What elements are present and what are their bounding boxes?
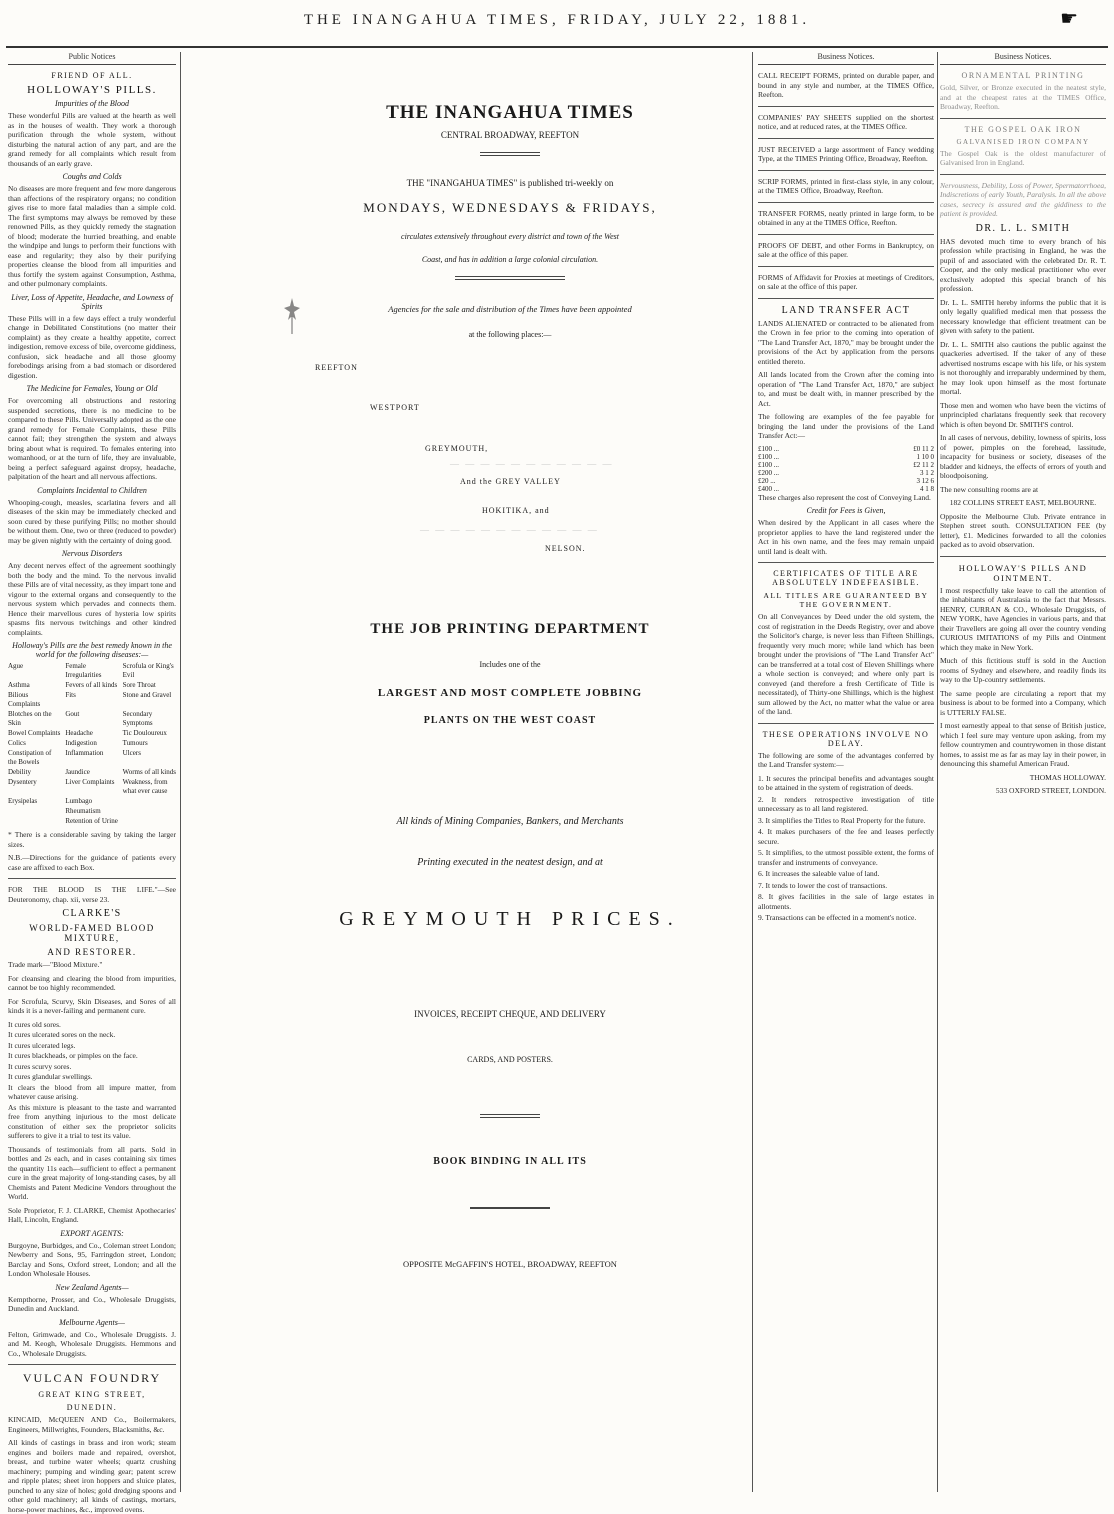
fee-row (758, 485, 934, 493)
lta-paragraph-1: LANDS ALIENATED or contracted to be alienated from the Crown in fee prior to the coming into operation of "The Land Transfer Act, 1870," may be brought under the provisions of the Act by application from the persons entitled thereto. (758, 318, 934, 366)
disease-item: Colics (8, 739, 26, 747)
operations-heading: THESE OPERATIONS INVOLVE NO DELAY. (762, 729, 930, 748)
divider (758, 138, 934, 139)
disease-item: Fits (65, 691, 76, 699)
divider (758, 170, 934, 171)
divider (940, 118, 1106, 119)
left-column (8, 52, 176, 1514)
fee-cell: £2 11 2 (913, 460, 934, 469)
fee-cell: £0 11 2 (913, 444, 934, 453)
opposite-line: OPPOSITE McGAFFIN'S HOTEL, BROADWAY, REEFTON (403, 1259, 617, 1269)
titles-heading: ALL TITLES ARE GUARANTEED BY THE GOVERNMENT. (763, 591, 929, 609)
cure-item: It cures glandular swellings. (8, 1072, 93, 1081)
places-list (300, 339, 720, 569)
divider (940, 174, 1106, 175)
restorer-title: AND RESTORER. (47, 947, 137, 957)
column-rule (752, 52, 753, 1492)
melb-heading: Melbourne Agents— (59, 1317, 125, 1327)
lta-paragraph-3: The following are examples of the fee payable for bringing the land under the provisions of the Land Transfer Act:— (758, 412, 934, 440)
disease-item: Bilious Complaints (8, 691, 41, 708)
divider (758, 266, 934, 267)
operations-paragraph: The following are some of the advantages conferred by the Land Transfer system:— (758, 750, 934, 769)
column-rule (937, 52, 938, 1492)
cure-item: It cures ulcerated sores on the neck. (8, 1030, 116, 1039)
fee-cell: £200 ... (758, 468, 779, 477)
disease-item: Jaundice (65, 768, 90, 776)
nb-note: N.B.—Directions for the guidance of patients every case are affixed to each Box. (8, 853, 176, 872)
fee-row (758, 469, 934, 477)
titles-paragraph: On all Conveyances by Deed under the old system, the cost of registration in the Deeds Registry, over and above the Solicitor's charge, is never less than Fifteen Shillings, frequently very much more; while land which has been brought under the provisions of "The Land Transfer Act" can be transferred at a total cost of Eleven Shillings where a whole section is conveyed; and where only part is conveyed (and therefore a fresh Certificate of Title is necessitated), of Thirty-one Shillings, which is the highest sum allowed by the Act, no matter what the value or area of the land. (758, 612, 934, 716)
divider (758, 298, 934, 299)
melb-paragraph: Felton, Grimwade, and Co., Wholesale Druggists. J. and M. Keogh, Wholesale Druggists. Hemmons and Co., Wholesale Druggists. (8, 1329, 176, 1358)
ad-proofs-of-debt: PROOFS OF DEBT, and other Forms in Bankruptcy, on sale at the office of this paper. (758, 240, 934, 259)
place-hokitika: HOKITIKA, and (482, 506, 550, 515)
dr-paragraph-7: Opposite the Melbourne Club. Private entrance in Stephen street south. CONSULTATION FEE (by letter), £1. Medicines forwarded to all the colonies packed as to avoid observation. (940, 511, 1106, 549)
clarke-paragraph-2: For Scrofula, Scurvy, Skin Diseases, and Sores of all kinds it is a never-failing and permanent cure. (8, 996, 176, 1015)
circulates-line: circulates extensively throughout every district and town of the West (401, 232, 619, 241)
disease-item: Scrofula or King's Evil (122, 662, 174, 679)
advantage-item: 4. It makes purchasers of the fee and leases perfectly secure. (758, 827, 934, 846)
disease-item: Tumours (122, 739, 148, 747)
column-header: Business Notices. (758, 52, 934, 65)
divider (758, 106, 934, 107)
ad-just-received: JUST RECEIVED a large assortment of Fancy wedding Type, at the TIMES Printing Office, Broadway, Reefton. (758, 144, 934, 163)
dr-smith-title: DR. L. L. SMITH (975, 222, 1071, 234)
saving-note: * There is a considerable saving by taking the larger sizes. (8, 830, 176, 849)
ornament-rule (455, 276, 565, 280)
cure-item: It cures scurvy sores. (8, 1061, 72, 1071)
disease-item: Stone and Gravel (122, 691, 172, 699)
advantage-item: 8. It gives facilities in the sale of large estates in allotments. (758, 892, 934, 911)
ad-pay-sheets: COMPANIES' PAY SHEETS supplied on the shortest notice, and at reduced rates, at the TIMES Office. (758, 112, 934, 131)
fee-cell: 3 1 2 (920, 468, 934, 477)
paper-title: THE INANGAHUA TIMES (386, 102, 634, 123)
nervous-heading: Nervous Disorders (61, 549, 123, 558)
holloway2-paragraph-1: I most respectfully take leave to call the attention of the inhabitants of Australasia to the fact that Messrs. HENRY, CURRAN & CO., Wholesale Druggists, of NEW YORK, have Agencies in various parts, and that their Travellers are going all over the country vending CURIOUS IMITATIONS of my Pills and Ointment which they make in New York. (940, 585, 1106, 652)
ornament-rule (480, 152, 540, 156)
cure-item: It cures blackheads, or pimples on the face. (8, 1051, 138, 1060)
job-printing-heading: THE JOB PRINTING DEPARTMENT (370, 621, 650, 637)
disease-item: Blotches on the Skin (8, 710, 52, 727)
fee-cell: £100 ... (758, 444, 779, 453)
greymouth-prices: GREYMOUTH PRICES. (339, 908, 681, 930)
liver-paragraph: These Pills will in a few days effect a truly wonderful change in Debilitated Constitutions (no matter their complaint) as they create a healthy appetite, correct indigestion, remove excess of bile, overcome giddiness, confusion, sick headache and all those gloomy forebodings arising from a bad stomach or disordered digestion. (8, 313, 176, 380)
right-column-2 (940, 52, 1106, 1502)
nz-heading: New Zealand Agents— (55, 1282, 129, 1292)
kincaid-heading: KINCAID, McQUEEN AND Co., Boilermakers, Engineers, Millwrights, Founders, Blacksmiths, &c. (8, 1415, 176, 1434)
advantage-item: 2. It renders retrospective investigation of title unnecessary as to all land registered. (758, 794, 934, 813)
fee-cell: 1 10 0 (916, 452, 934, 461)
dr-paragraph-6: The new consulting rooms are at (940, 484, 1039, 494)
printing-line: Printing executed in the neatest design, and at (417, 857, 603, 868)
published-line: THE "INANGAHUA TIMES" is published tri-weekly on (406, 178, 614, 188)
holloway-subtitle: Impurities of the Blood (55, 99, 129, 108)
nervous-paragraph: Any decent nerves effect of the agreement soothingly both the body and the mind. To the nervous invalid these Pills are of vital necessity, as they impart tone and vigour to the external organs and consequently to the nervous system which pervades and connects them. Hence their marvellous cures of hysteria low spirits spasms fits nervous twitchings and other kindred complaints. (8, 561, 176, 637)
fee-cell: £100 ... (758, 460, 779, 469)
places-intro: at the following places:— (468, 330, 552, 339)
gospel-oak-title: THE GOSPEL OAK IRON (964, 124, 1082, 134)
best-known-heading: Holloway's Pills are the best remedy known in the world for the following diseases:— (12, 641, 172, 659)
ad-affidavit-forms: FORMS of Affidavit for Proxies at meetings of Creditors, on sale at the office of this paper. (758, 272, 934, 291)
advantages-list (758, 774, 934, 923)
column-rule (180, 52, 181, 1492)
divider (758, 723, 934, 724)
dr-address: 182 COLLINS STREET EAST, MELBOURNE. (949, 498, 1097, 507)
ad-transfer-forms: TRANSFER FORMS, neatly printed in large form, to be obtained in any at the TIMES Office, Reefton. (758, 208, 934, 227)
agencies-line: Agencies for the sale and distribution of the Times have been appointed (388, 304, 632, 314)
disease-item: Worms of all kinds (122, 768, 176, 776)
disease-item (123, 817, 176, 826)
disease-item: Weakness, from what ever cause (122, 778, 168, 795)
export-heading: EXPORT AGENTS: (60, 1228, 124, 1238)
disease-item: Gout (65, 710, 80, 718)
divider (758, 562, 934, 563)
fee-row (758, 453, 934, 461)
days-line: MONDAYS, WEDNESDAYS & FRIDAYS, (363, 200, 657, 215)
hand-pointer-icon: ☛ (1060, 8, 1078, 30)
friend-heading: FRIEND OF ALL. (51, 71, 133, 80)
advantage-item: 3. It simplifies the Titles to Real Property for the future. (758, 815, 926, 825)
blood-title: FOR THE BLOOD IS THE LIFE."—See Deuteronomy, chap. xii, verse 23. (8, 885, 176, 904)
fee-cell: £100 ... (758, 452, 779, 461)
place-westport: WESTPORT (370, 403, 420, 412)
advantage-item: 1. It secures the principal benefits and advantages sought to be attained in the system of registration of deeds. (758, 773, 934, 792)
disease-item: Fevers of all kinds (65, 681, 118, 689)
divider (758, 202, 934, 203)
divider (8, 878, 176, 879)
land-transfer-title: LAND TRANSFER ACT (781, 304, 911, 316)
all-kinds-line: All kinds of Mining Companies, Bankers, and Merchants (396, 816, 624, 827)
fee-row (758, 445, 934, 453)
ad-scrip-forms: SCRIP FORMS, printed in first-class style, in any colour, at the TIMES Office, Broadway, Reefton. (758, 176, 934, 195)
nervousness-paragraph: Nervousness, Debility, Loss of Power, Spermatorrhoea, Indiscretions of early Youth, Paralysis. In all the above cases, secrecy is assured and the giddiness to the patient is provided. (940, 180, 1106, 218)
lta-paragraph-4: These charges also represent the cost of Conveying Land. (758, 492, 931, 502)
book-binding-line: BOOK BINDING IN ALL ITS (433, 1156, 587, 1167)
advantage-item: 7. It tends to lower the cost of transactions. (758, 880, 888, 890)
holloway-title: HOLLOWAY'S PILLS. (27, 84, 157, 96)
disease-item: Rheumatism (65, 807, 101, 815)
middle-column (300, 52, 720, 1492)
disease-item: Asthma (8, 681, 30, 689)
holloway2-paragraph-3: The same people are circulating a report that my business is about to be formed into a Company, which is UTTERLY FALSE. (940, 688, 1106, 717)
ornament-rule (480, 1114, 540, 1118)
place-nelson: NELSON. (545, 544, 586, 553)
trade-mark: Trade mark—"Blood Mixture." (8, 960, 103, 969)
disease-item: Female Irregularities (65, 662, 102, 679)
divider (8, 1364, 176, 1365)
column-header: Public Notices (8, 52, 176, 65)
diseases-table (8, 662, 176, 826)
fee-table (758, 445, 934, 493)
disease-item: Ague (8, 662, 24, 670)
disease-item (8, 807, 61, 816)
dr-paragraph-4: Those men and women who have been the victims of unprincipled charlatans frequently seek that recovery which is often beyond Dr. SMITH'S control. (940, 400, 1106, 429)
proprietor: Sole Proprietor, F. J. CLARKE, Chemist Apothecaries' Hall, Lincoln, England. (8, 1205, 176, 1224)
nz-paragraph: Kempthorne, Prosser, and Co., Wholesale Druggists, Dunedin and Auckland. (8, 1294, 176, 1313)
invoices-line: INVOICES, RECEIPT CHEQUE, AND DELIVERY (414, 1009, 606, 1019)
fee-cell: £400 ... (758, 484, 779, 493)
disease-item: Debility (8, 768, 31, 776)
masthead: THE INANGAHUA TIMES, FRIDAY, JULY 22, 1881. (303, 12, 811, 28)
advantage-item: 9. Transactions can be effected in a moment's notice. (758, 913, 917, 922)
paper-address: CENTRAL BROADWAY, REEFTON (440, 130, 580, 140)
disease-item: Retention of Urine (65, 817, 118, 825)
place-reefton: REEFTON (315, 363, 358, 372)
liver-heading: Liver, Loss of Appetite, Headache, and Lowness of Spirits (11, 292, 173, 311)
holloway2-paragraph-2: Much of this fictitious stuff is sold in the Auction rooms of Sydney and elsewhere, and readily finds its way to the Up-country settlements. (940, 656, 1106, 684)
bleed-through-text: — — — — — — — — — — — — (420, 525, 599, 535)
females-paragraph: For overcoming all obstructions and restoring suspended secretions, there is no medicine to be compared to these Pills. Universally adopted as the one grand remedy for Female Complaints, these Pills cannot fail; they strengthen the system and always bring about what is required. To females entering into womanhood, or at the turn of life, they are invaluable, being a perfect safeguard against dropsy, headache, palpitation of the heart and all nervous affections. (8, 396, 176, 481)
vulcan-title: VULCAN FOUNDRY (22, 1371, 162, 1385)
divider (758, 234, 934, 235)
disease-item: Sore Throat (122, 681, 156, 689)
disease-item: Headache (65, 729, 93, 737)
disease-item (8, 817, 61, 826)
dr-paragraph-2: Dr. L. L. SMITH hereby informs the public that it is only legally qualified medical men that possess the necessary knowledge that efficient treatment can be given with safety to the patient. (940, 297, 1106, 335)
disease-item: Ulcers (122, 749, 141, 757)
disease-item: Tic Douloureux (122, 729, 167, 737)
fee-cell: 4 1 8 (920, 484, 934, 493)
cures-list (8, 1020, 176, 1102)
holloway2-signature: THOMAS HOLLOWAY. (1029, 772, 1106, 782)
ornamental-printing-paragraph: Gold, Silver, or Bronze executed in the neatest style, and at the cheapest rates at the TIMES Office, Broadway, Reefton. (940, 83, 1106, 111)
includes-line: Includes one of the (479, 660, 541, 669)
clarke-paragraph-1: For cleansing and clearing the blood from impurities, cannot be too highly recommended. (8, 973, 176, 992)
disease-item (123, 797, 176, 806)
place-grey-valley: And the GREY VALLEY (460, 477, 561, 486)
clarke-name: CLARKE'S (62, 908, 122, 919)
vulcan-city: DUNEDIN. (66, 1403, 118, 1412)
advantage-item: 6. It increases the saleable value of land. (758, 869, 880, 878)
cure-item: It cures old sores. (8, 1019, 61, 1029)
fee-cell: £20 ... (758, 476, 776, 485)
ornamental-printing-title: ORNAMENTAL PRINTING (961, 71, 1085, 80)
holloway-paragraph: These wonderful Pills are valued at the hearth as well as in the houses of wealth. They work a thorough purification through the whole system, without disturbing the natural action of any part, and are the grand remedy for all complaints which result from thousands of an early grave. (8, 111, 176, 168)
credit-paragraph: When desired by the Applicant in all cases where the proprietor applies to have the land registered under the Act in his own name, and the fees may remain unpaid until land is dealt with. (758, 518, 934, 556)
clarke-paragraph-3: As this mixture is pleasant to the taste and warranted free from anything injurious to the most delicate constitution of either sex the proprietor solicits sufferers to give it a trial to test its value. (8, 1102, 176, 1140)
right-column-1 (758, 52, 934, 1502)
colds-heading: Coughs and Colds (62, 172, 122, 181)
disease-item: Bowel Complaints (8, 729, 61, 737)
cure-item: It cures ulcerated legs. (8, 1040, 76, 1050)
disease-item: Secondary Symptoms (122, 710, 153, 727)
children-heading: Complaints Incidental to Children (37, 485, 147, 495)
lta-paragraph-2: All lands located from the Crown after the coming into operation of "The Land Transfer Act, 1870," are subject to, and must be dealt with, in manner prescribed by the Act. (758, 370, 934, 408)
export-paragraph: Burgoyne, Burbidges, and Co., Coleman street London; Newberry and Sons, 95, Farringdon street, London; Barclay and Sons, Oxford street, London; and all the London Wholesale Houses. (8, 1240, 176, 1278)
disease-item: Lumbago (65, 797, 93, 805)
disease-item: Indigestion (65, 739, 97, 747)
clarke-paragraph-4: Thousands of testimonials from all parts. Sold in bottles and 2s each, and in cases containing six times the quantity 11s each—sufficient to effect a permanent cure in the great majority of long-standing cases, by all Chemists and Patent Medicine Vendors throughout the World. (8, 1144, 176, 1201)
certificates-heading: CERTIFICATES OF TITLE ARE ABSOLUTELY INDEFEASIBLE. (772, 569, 920, 587)
disease-item: Liver Complaints (65, 778, 115, 786)
disease-item: Inflammation (65, 749, 104, 757)
place-greymouth: GREYMOUTH, (425, 444, 489, 453)
divider (940, 556, 1106, 557)
bleed-through-text: — — — — — — — — — — — (450, 459, 614, 469)
disease-item: Constipation of the Bowels (8, 749, 52, 766)
holloway-pills-ointment-title: HOLLOWAY'S PILLS AND OINTMENT. (958, 562, 1088, 583)
fee-row (758, 477, 934, 485)
gospel-oak-paragraph: The Gospel Oak is the oldest manufacturer of Galvanised Iron in England. (940, 148, 1106, 167)
holloway2-paragraph-4: I most earnestly appeal to that sense of British justice, which I feel sure may venture upon asking, from my fellow countrymen and countrywomen in those distant homes, to assist me as far as may lay in their power, in denouncing this shameful American Fraud. (940, 721, 1106, 768)
largest-line: LARGEST AND MOST COMPLETE JOBBING (377, 687, 643, 699)
dr-paragraph-1: HAS devoted much time to every branch of his profession while practising in England, he was the pupil of and associated with the celebrated Dr. R. T. Cooper, and the only medical practitioner who ever exclusively adopted this special branch of his profession. (940, 236, 1106, 293)
cure-item: It clears the blood from all impure matter, from whatever cause arising. (8, 1082, 176, 1101)
top-rule (6, 46, 1108, 48)
fee-row (758, 461, 934, 469)
advantage-item: 5. It simplifies, to the utmost possible extent, the forms of transfer and instruments of conveyance. (758, 848, 934, 867)
printer-ornament-icon (282, 296, 302, 336)
ad-call-receipt: CALL RECEIPT FORMS, printed on durable paper, and bound in any style and number, at the TIMES Office, Reefton. (758, 71, 934, 99)
females-heading: The Medicine for Females, Young or Old (26, 384, 158, 393)
children-paragraph: Whooping-cough, measles, scarlatina fevers and all diseases of the skin may be immediately checked and soon cured by these purifying Pills; no mother should be without them. One, two or three (reduced to powder) may be given nightly with the certainty of doing good. (8, 497, 176, 545)
credit-heading: Credit for Fees is Given, (806, 506, 886, 515)
fee-cell: 3 12 6 (916, 476, 934, 485)
disease-item: Erysipelas (8, 797, 38, 805)
column-header: Business Notices. (940, 52, 1106, 65)
disease-item: Dysentery (8, 778, 37, 786)
gospel-oak-sub: GALVANISED IRON COMPANY (956, 137, 1090, 146)
ornament-rule (470, 1207, 550, 1209)
dr-paragraph-5: In all cases of nervous, debility, lowness of spirits, loss of power, pimples on the forehead, lassitude, incapacity for business or society, diseases of the bladder and kidneys, the effects of errors of youth and bloodpoisoning. (940, 433, 1106, 480)
colds-paragraph: No diseases are more frequent and few more dangerous than affections of the respiratory organs; no condition gives rise to more fatal maladies than a simple cold. The first symptoms may always be removed by these renowned Pills, as they quickly remedy the stagnation of blood; moderate the hurried breathing, and enable the windpipe and lungs to perform their functions with ease and regularity; they also by their purifying properties cleanse the blood from all impurities and thus fortify the system against Consumption, Asthma, and other pulmonary complaints. (8, 184, 176, 288)
dr-paragraph-3: Dr. L. L. SMITH also cautions the public against the quackeries advertised. If the taker of any of these advertised nostrums escape with his life, or his system is not thoroughly and irreparably undermined by them, he may look upon himself as the most fortunate mortal. (940, 339, 1106, 396)
disease-item (123, 807, 176, 816)
vulcan-sub: GREAT KING STREET, (38, 1390, 146, 1399)
coast-line: Coast, and has in addition a large colonial circulation. (421, 255, 599, 264)
plants-line: PLANTS ON THE WEST COAST (423, 715, 597, 726)
clarke-title: WORLD-FAMED BLOOD MIXTURE, (29, 923, 155, 943)
kincaid-paragraph: All kinds of castings in brass and iron work; steam engines and boilers made and repaired, overshot, breast, and turbine water wheels; quartz crushing machinery; pumping and winding gear; patent screw and ripple plates; sheet iron hoppers and sluice plates, punched to any size of holes; gold dredging spoons and other gold machinery; all kinds of castings, mortars, horse-power machines, &c., improved ovens. (8, 1438, 176, 1514)
holloway2-address: 533 OXFORD STREET, LONDON. (995, 786, 1106, 795)
cards-line: CARDS, AND POSTERS. (467, 1055, 553, 1064)
